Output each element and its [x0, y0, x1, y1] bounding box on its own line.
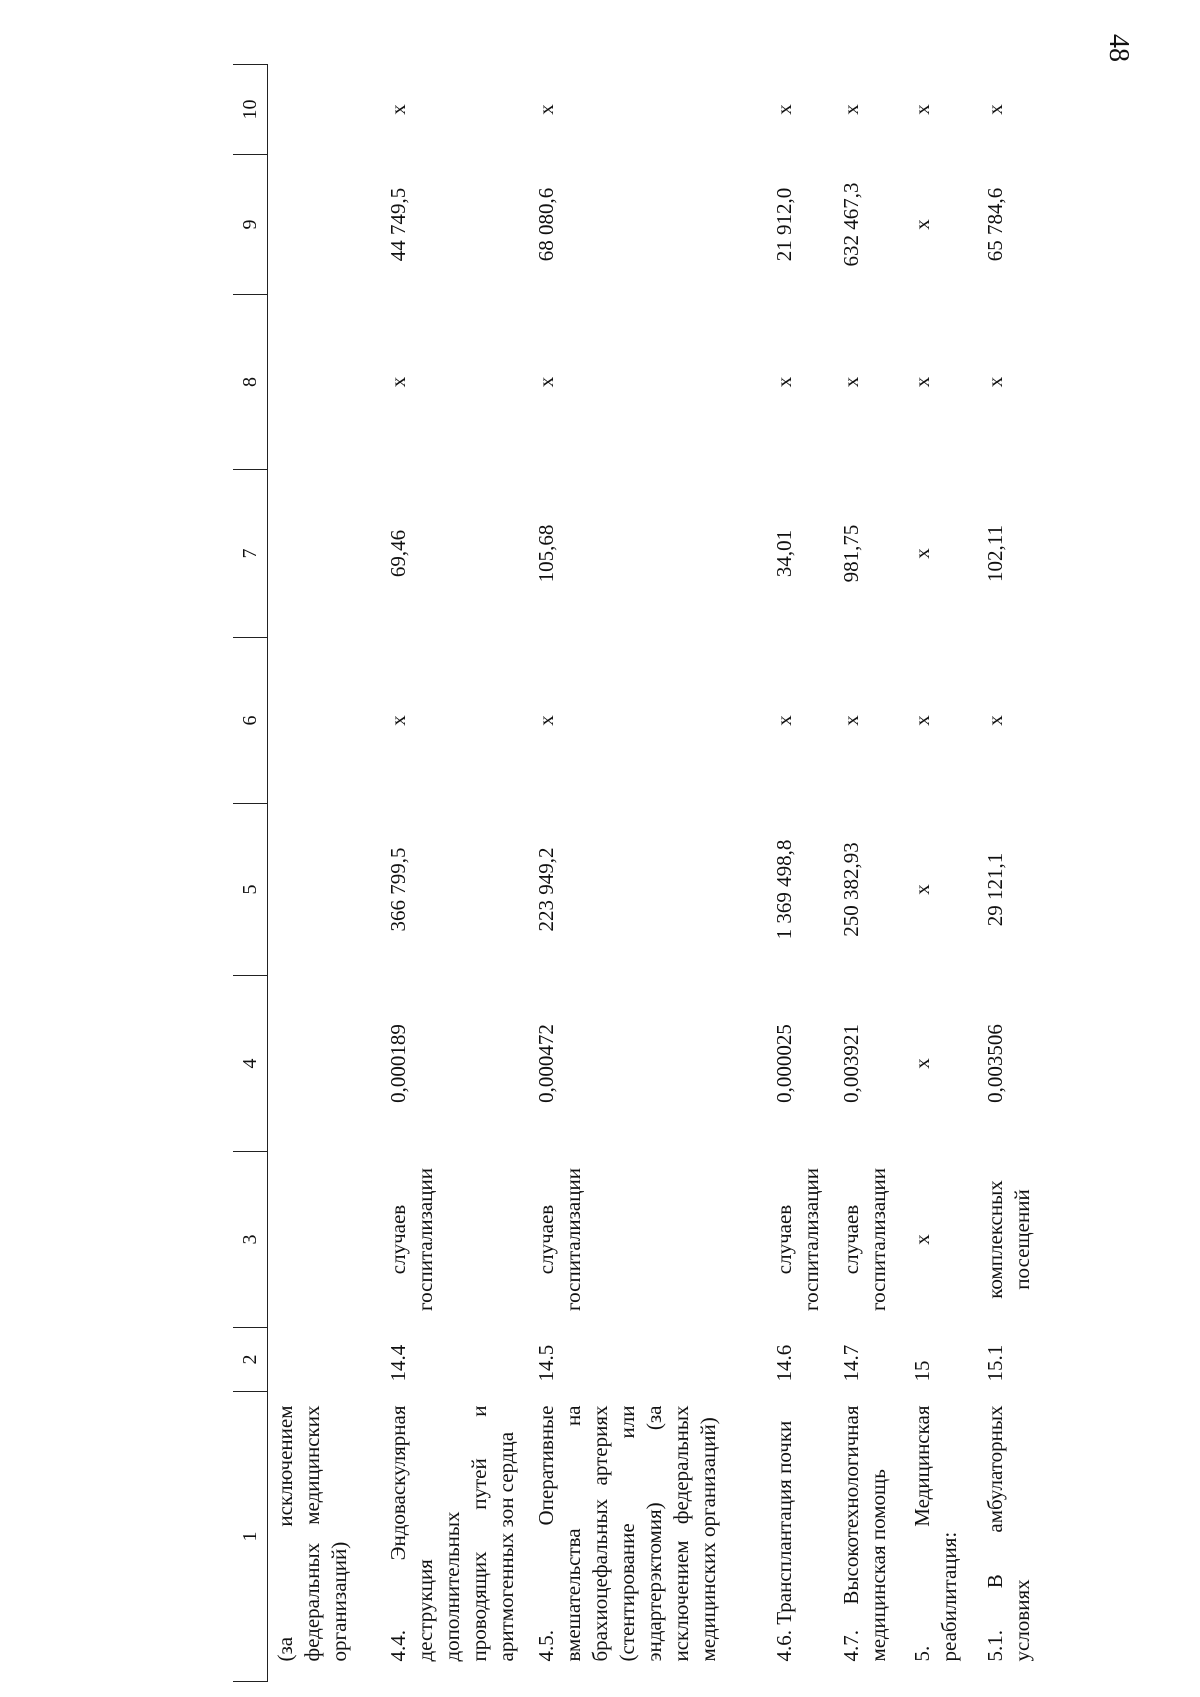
row-value: х	[839, 715, 863, 726]
row-name: 4.7. Высокотехнологичная медицинская помощь	[839, 1405, 890, 1662]
column-header: 7	[233, 470, 268, 638]
row-code: 14.4	[386, 1344, 410, 1382]
row-value: х	[839, 104, 863, 115]
column-header: 10	[233, 65, 268, 155]
row-code: 14.5	[534, 1344, 558, 1382]
row-value	[268, 976, 377, 1152]
row-value	[268, 804, 377, 976]
row-value	[268, 155, 377, 295]
table-row	[973, 65, 1056, 1682]
row-value: х	[386, 376, 410, 388]
row-value: х	[839, 376, 863, 388]
row-value: 34,01	[772, 529, 796, 578]
row-name: 4.4. Эндоваскулярная деструкция дополнительных проводящих путей и аритмогенных зон сердца	[386, 1405, 518, 1662]
row-unit: случаев госпитализации	[386, 1168, 437, 1311]
row-value: х	[910, 1058, 934, 1069]
row-value: 44 749,5	[386, 187, 410, 262]
row-value: 250 382,93	[839, 842, 863, 937]
row-value: 0,000472	[534, 1024, 558, 1103]
row-unit: х	[910, 1234, 934, 1245]
table-row	[268, 65, 377, 1682]
row-value: х	[910, 376, 934, 388]
row-value: х	[910, 715, 934, 726]
row-unit: случаев госпитализации	[839, 1168, 890, 1311]
row-value	[268, 638, 377, 804]
row-name: 5.1. В амбулаторных условиях	[983, 1405, 1034, 1662]
row-value: х	[910, 548, 934, 559]
column-header: 9	[233, 155, 268, 295]
row-value: 105,68	[534, 524, 558, 583]
row-value: х	[772, 715, 796, 726]
table-row	[524, 65, 762, 1682]
row-value: 102,11	[983, 525, 1007, 582]
column-header: 6	[233, 638, 268, 804]
row-value: х	[983, 104, 1007, 115]
column-header: 4	[233, 976, 268, 1152]
row-value: 69,46	[386, 529, 410, 578]
row-value: х	[983, 376, 1007, 388]
column-header: 8	[233, 295, 268, 470]
row-unit: случаев госпитализации	[772, 1168, 823, 1311]
column-header: 3	[233, 1152, 268, 1328]
header-row	[233, 65, 268, 1682]
row-value: 0,000189	[386, 1024, 410, 1103]
page-number: 48	[1103, 34, 1134, 62]
row-unit: случаев госпитализации	[534, 1168, 585, 1311]
rotated-table-wrapper	[233, 65, 1078, 1682]
row-name: 4.6. Трансплантация почки	[772, 1420, 796, 1662]
data-table	[233, 64, 1056, 1682]
column-header: 2	[233, 1328, 268, 1392]
row-value: 68 080,6	[534, 187, 558, 262]
table-row	[900, 65, 973, 1682]
row-value: 0,003506	[983, 1024, 1007, 1103]
row-value: 632 467,3	[839, 182, 863, 267]
row-value: 29 121,1	[983, 852, 1007, 927]
row-value: 223 949,2	[534, 847, 558, 932]
row-value: 981,75	[839, 524, 863, 583]
table-row	[762, 65, 829, 1682]
row-value: х	[910, 884, 934, 895]
row-value: х	[534, 376, 558, 388]
row-name: 5. Медицинская реабилитация:	[910, 1405, 961, 1662]
row-value: х	[386, 715, 410, 726]
table-row	[376, 65, 524, 1682]
row-value	[268, 470, 377, 638]
row-value: 1 369 498,8	[772, 839, 796, 940]
row-code: 14.7	[839, 1344, 863, 1382]
row-name: 4.5. Оперативные вмешательства на брахиоцефальных артериях (стентирование или эндартерэктомия) (за исключением федеральных медицинских организаций)	[534, 1405, 720, 1662]
row-value: х	[534, 104, 558, 115]
row-unit	[268, 1152, 377, 1328]
row-value: х	[534, 715, 558, 726]
row-value: х	[983, 715, 1007, 726]
row-value: х	[772, 104, 796, 115]
row-code: 15	[910, 1360, 934, 1382]
row-value: х	[772, 376, 796, 388]
row-value: 65 784,6	[983, 187, 1007, 262]
row-value: 0,003921	[839, 1024, 863, 1103]
row-code: 14.6	[772, 1344, 796, 1382]
column-header: 5	[233, 804, 268, 976]
row-value: х	[386, 104, 410, 115]
row-value	[268, 65, 377, 155]
table-row	[829, 65, 900, 1682]
row-value: 21 912,0	[772, 187, 796, 262]
row-value: х	[910, 104, 934, 115]
row-value: х	[910, 219, 934, 230]
column-header: 1	[233, 1392, 268, 1682]
row-value: 0,000025	[772, 1024, 796, 1103]
row-unit: комплексных посещений	[983, 1180, 1034, 1299]
row-code: 15.1	[983, 1344, 1007, 1382]
row-value: 366 799,5	[386, 847, 410, 932]
row-name: (за исключением федеральных медицинских организаций)	[273, 1405, 351, 1662]
row-code	[268, 1328, 377, 1392]
row-value	[268, 295, 377, 470]
